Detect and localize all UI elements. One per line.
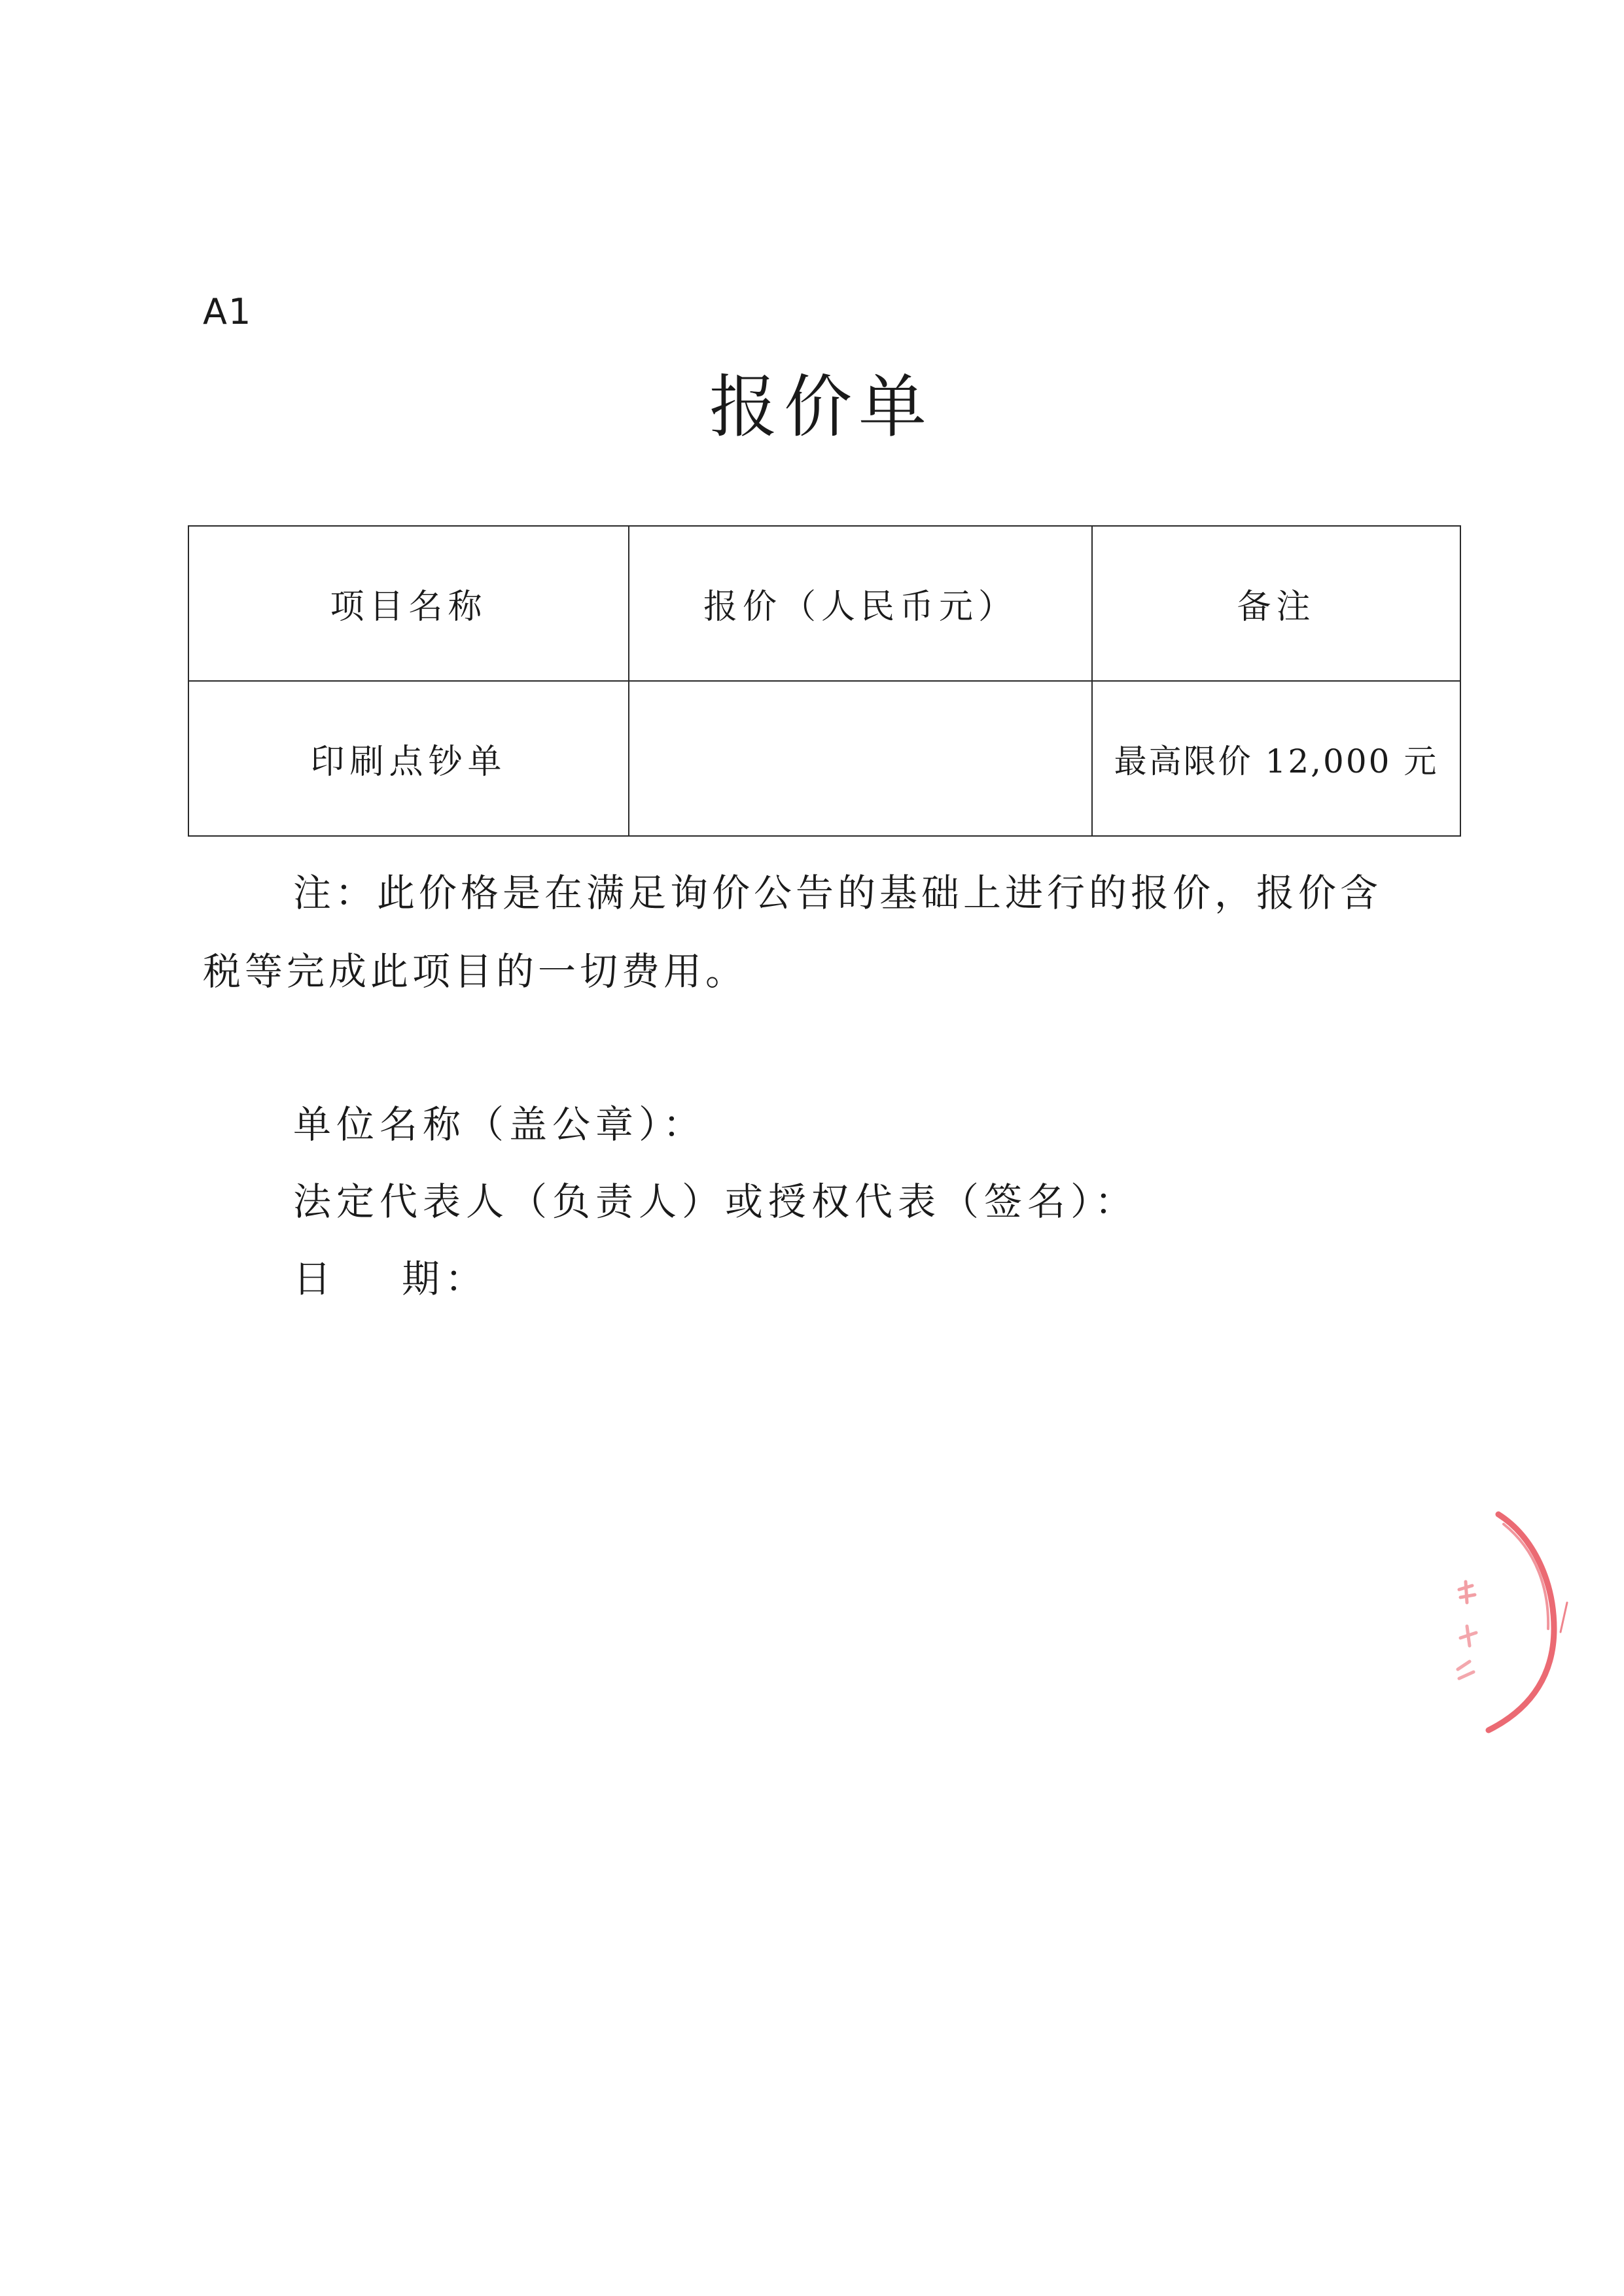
unit-name-line[interactable]: 单位名称（盖公章）： [293, 1102, 707, 1147]
document-code: A1 [203, 291, 253, 332]
page-title: 报价单 [709, 367, 933, 447]
signature-block [293, 1086, 1138, 1317]
cell-project-name: 印刷点钞单 [188, 681, 629, 836]
quote-table [188, 525, 1461, 837]
representative-line[interactable]: 法定代表人（负责人）或授权代表（签名）： [293, 1179, 1139, 1224]
date-line[interactable] [293, 1240, 1138, 1317]
header-remark: 备注 [1092, 526, 1460, 681]
cell-quote-price[interactable] [629, 681, 1092, 836]
table-header-row [188, 526, 1460, 681]
header-quote-price: 报价（人民币元） [629, 526, 1092, 681]
price-note: 注：此价格是在满足询价公告的基础上进行的报价，报价含税等完成此项目的一切费用。 [203, 871, 1383, 994]
date-label-part2: 期： [402, 1257, 489, 1301]
date-label-part1: 日 [293, 1257, 337, 1301]
seal-stamp-partial [1420, 1498, 1577, 1747]
table-row [188, 681, 1460, 836]
cell-remark: 最高限价 12,000 元 [1092, 681, 1460, 836]
header-project-name: 项目名称 [188, 526, 629, 681]
